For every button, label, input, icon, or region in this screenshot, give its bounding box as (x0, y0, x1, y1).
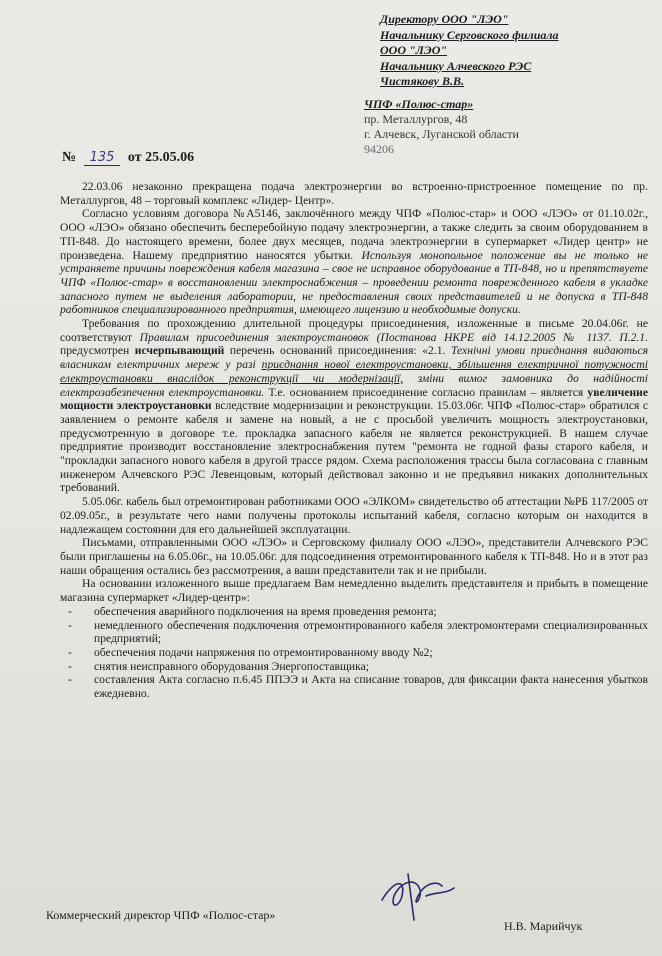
paragraph-5: Письмами, отправленными ООО «ЛЭО» и Серговскому филиалу ООО «ЛЭО», представители Алчевского РЭС были приглашены на 6.05.06г., на 10.05.06г. для подсоединения отремонтированного кабеля к ТП-848. Но и в этот раз наши обращения остались без рассмотрения, а ваши представители так и не прибыли. (60, 536, 648, 577)
signer-name: Н.В. Марийчук (504, 919, 583, 933)
signer-role: Коммерческий директор ЧПФ «Полюс-стар» (46, 908, 276, 922)
sender-city: г. Алчевск, Луганской области (364, 127, 519, 141)
addressee-line: Начальнику Серговского филиала (380, 27, 559, 42)
p3-emphasis: исчерпывающий (134, 344, 225, 358)
p3-quote: зміни вимог замовника до надійності електрозабезпечення електроустановки. (60, 371, 648, 399)
sender-block (364, 97, 654, 157)
p3-text: предусмотрен (60, 344, 130, 358)
reference-no-label: № (62, 150, 77, 165)
paragraph-6: На основании изложенного выше предлагаем Вам немедленно выделить представителя и прибыть в помещение магазина супермаркет «Лидер-центр»: (60, 577, 648, 605)
paragraph-2 (60, 207, 648, 317)
list-item: - снятия неисправного оборудования Энергопоставщика; (60, 660, 648, 674)
paragraph-4: 5.05.06г. кабель был отремонтирован работниками ООО «ЭЛКОМ» свидетельство об аттестации №РБ 117/2005 от 02.09.05г., в результате чего нами получены протоколы испытаний кабеля, согласно которым он находится в надлежащем состоянии для его дальнейшей эксплуатации. (60, 495, 648, 536)
p3-quote: Технічні умови приєднання видаються власникам електричних мереж у разі (60, 344, 648, 372)
addressee-line: Директору ООО "ЛЭО" (380, 12, 509, 26)
p3-text: Требования по прохождению длительной процедуры присоединения, изложенные в письме 20.04.06г. не соответствуют (60, 317, 648, 344)
p3-text: перечень оснований присоединения: «2.1. (229, 344, 446, 358)
p3-emphasis: увеличение мощности электроустановки (60, 385, 649, 413)
reference-from-label: от (127, 150, 142, 165)
paragraph-2-plain: Согласно условиям договора №А5146, заключённого между ЧПФ «Полюс-стар» и ООО «ЛЭО» от 01.10.02г., ООО «ЛЭО» обязано обеспечить бесперебойную подачу электроэнергии, а также следить за своим оборудованием в ТП-848. До настоящего времени, более двух месяцев, подача электроэнергии в супермаркет «Лидер центр» не произведена. Нашему предприятию наносятся убытки. (60, 207, 648, 262)
demands-list (60, 605, 648, 701)
reference-number: 135 (84, 150, 121, 166)
addressee-line: Начальнику Алчевского РЭС (380, 58, 532, 73)
p3-text: Т.е. основанием присоединение согласно правилам – является (268, 385, 584, 399)
addressee-block (380, 12, 660, 90)
addressee-line: ООО "ЛЭО" (380, 43, 448, 57)
addressee-line: Чистякову В.В. (380, 74, 464, 88)
sender-street: пр. Металлургов, 48 (364, 112, 468, 126)
paragraph-2-italic: Используя монопольное положение вы не только не устраняете причины повреждения кабеля магазина – свое не исправное оборудование в ТП-848, но и препятствуете ЧПФ «Полюс-стар» в восстановлении электроснабжения – проведении ремонта поврежденного кабеля в укладке запасного путем не выделения лаборатории, не предоставления своих представителей и не допуска в ТП-848 работников специализированного предприятия, имеющего лицензию и необходимые допуски. (60, 248, 648, 317)
letter-body (60, 180, 648, 701)
p3-text: вследствие модернизации и реконструкции. 15.03.06г. ЧПФ «Полюс-стар» обратился с заявлением о ремонте кабеля и замене на новый, а не с просьбой увеличить мощность электроустановки, предусмотренную в договоре т.е. прокладка запасного кабеля не является реконструкцией. В нашем случае предприятие производит восстановление электроснабжения путем "ремонта не годной фазы старого кабеля, и "прокладки запасного нового кабеля в другой трассе рядом. Схема расположения трассы была согласована с главным инженером Алчевского РЭС Левенцовым, который действовал законно и не предъявил никаких дополнительных требований. (60, 399, 648, 495)
p3-quote-underlined: приєднання нової електроустановки, збільшення електричної потужності електроустановки внаслідок реконструкції чи модернізації, (60, 358, 649, 385)
reference-date: 25.05.06 (145, 150, 195, 165)
handwritten-signature (372, 866, 460, 926)
paragraph-3 (60, 317, 648, 495)
sender-zip: 94206 (364, 142, 394, 156)
reference-line (62, 150, 194, 166)
sender-name: ЧПФ «Полюс-стар» (364, 97, 474, 111)
list-item: - обеспечения аварийного подключения на время проведения ремонта; (60, 605, 648, 619)
paragraph-1: 22.03.06 незаконно прекращена подача электроэнергии во встроенно-пристроенное помещение по пр. Металлургов, 48 – торговый комплекс «Лидер- Центр». (60, 180, 648, 207)
list-item: - составления Акта согласно п.6.45 ППЭЭ и Акта на списание товаров, для фиксации факта нанесения убытков ежедневно. (60, 673, 648, 700)
p3-rules-ref: Правилам присоединения электроустановок (Постанова НКРЕ від 14.12.2005 № 1137. П.2.1. (139, 330, 648, 344)
list-item: - немедленного обеспечения подключения отремонтированного кабеля электромонтерами специализированных предприятий; (60, 619, 648, 646)
list-item: - обеспечения подачи напряжения по отремонтированному вводу №2; (60, 646, 648, 660)
